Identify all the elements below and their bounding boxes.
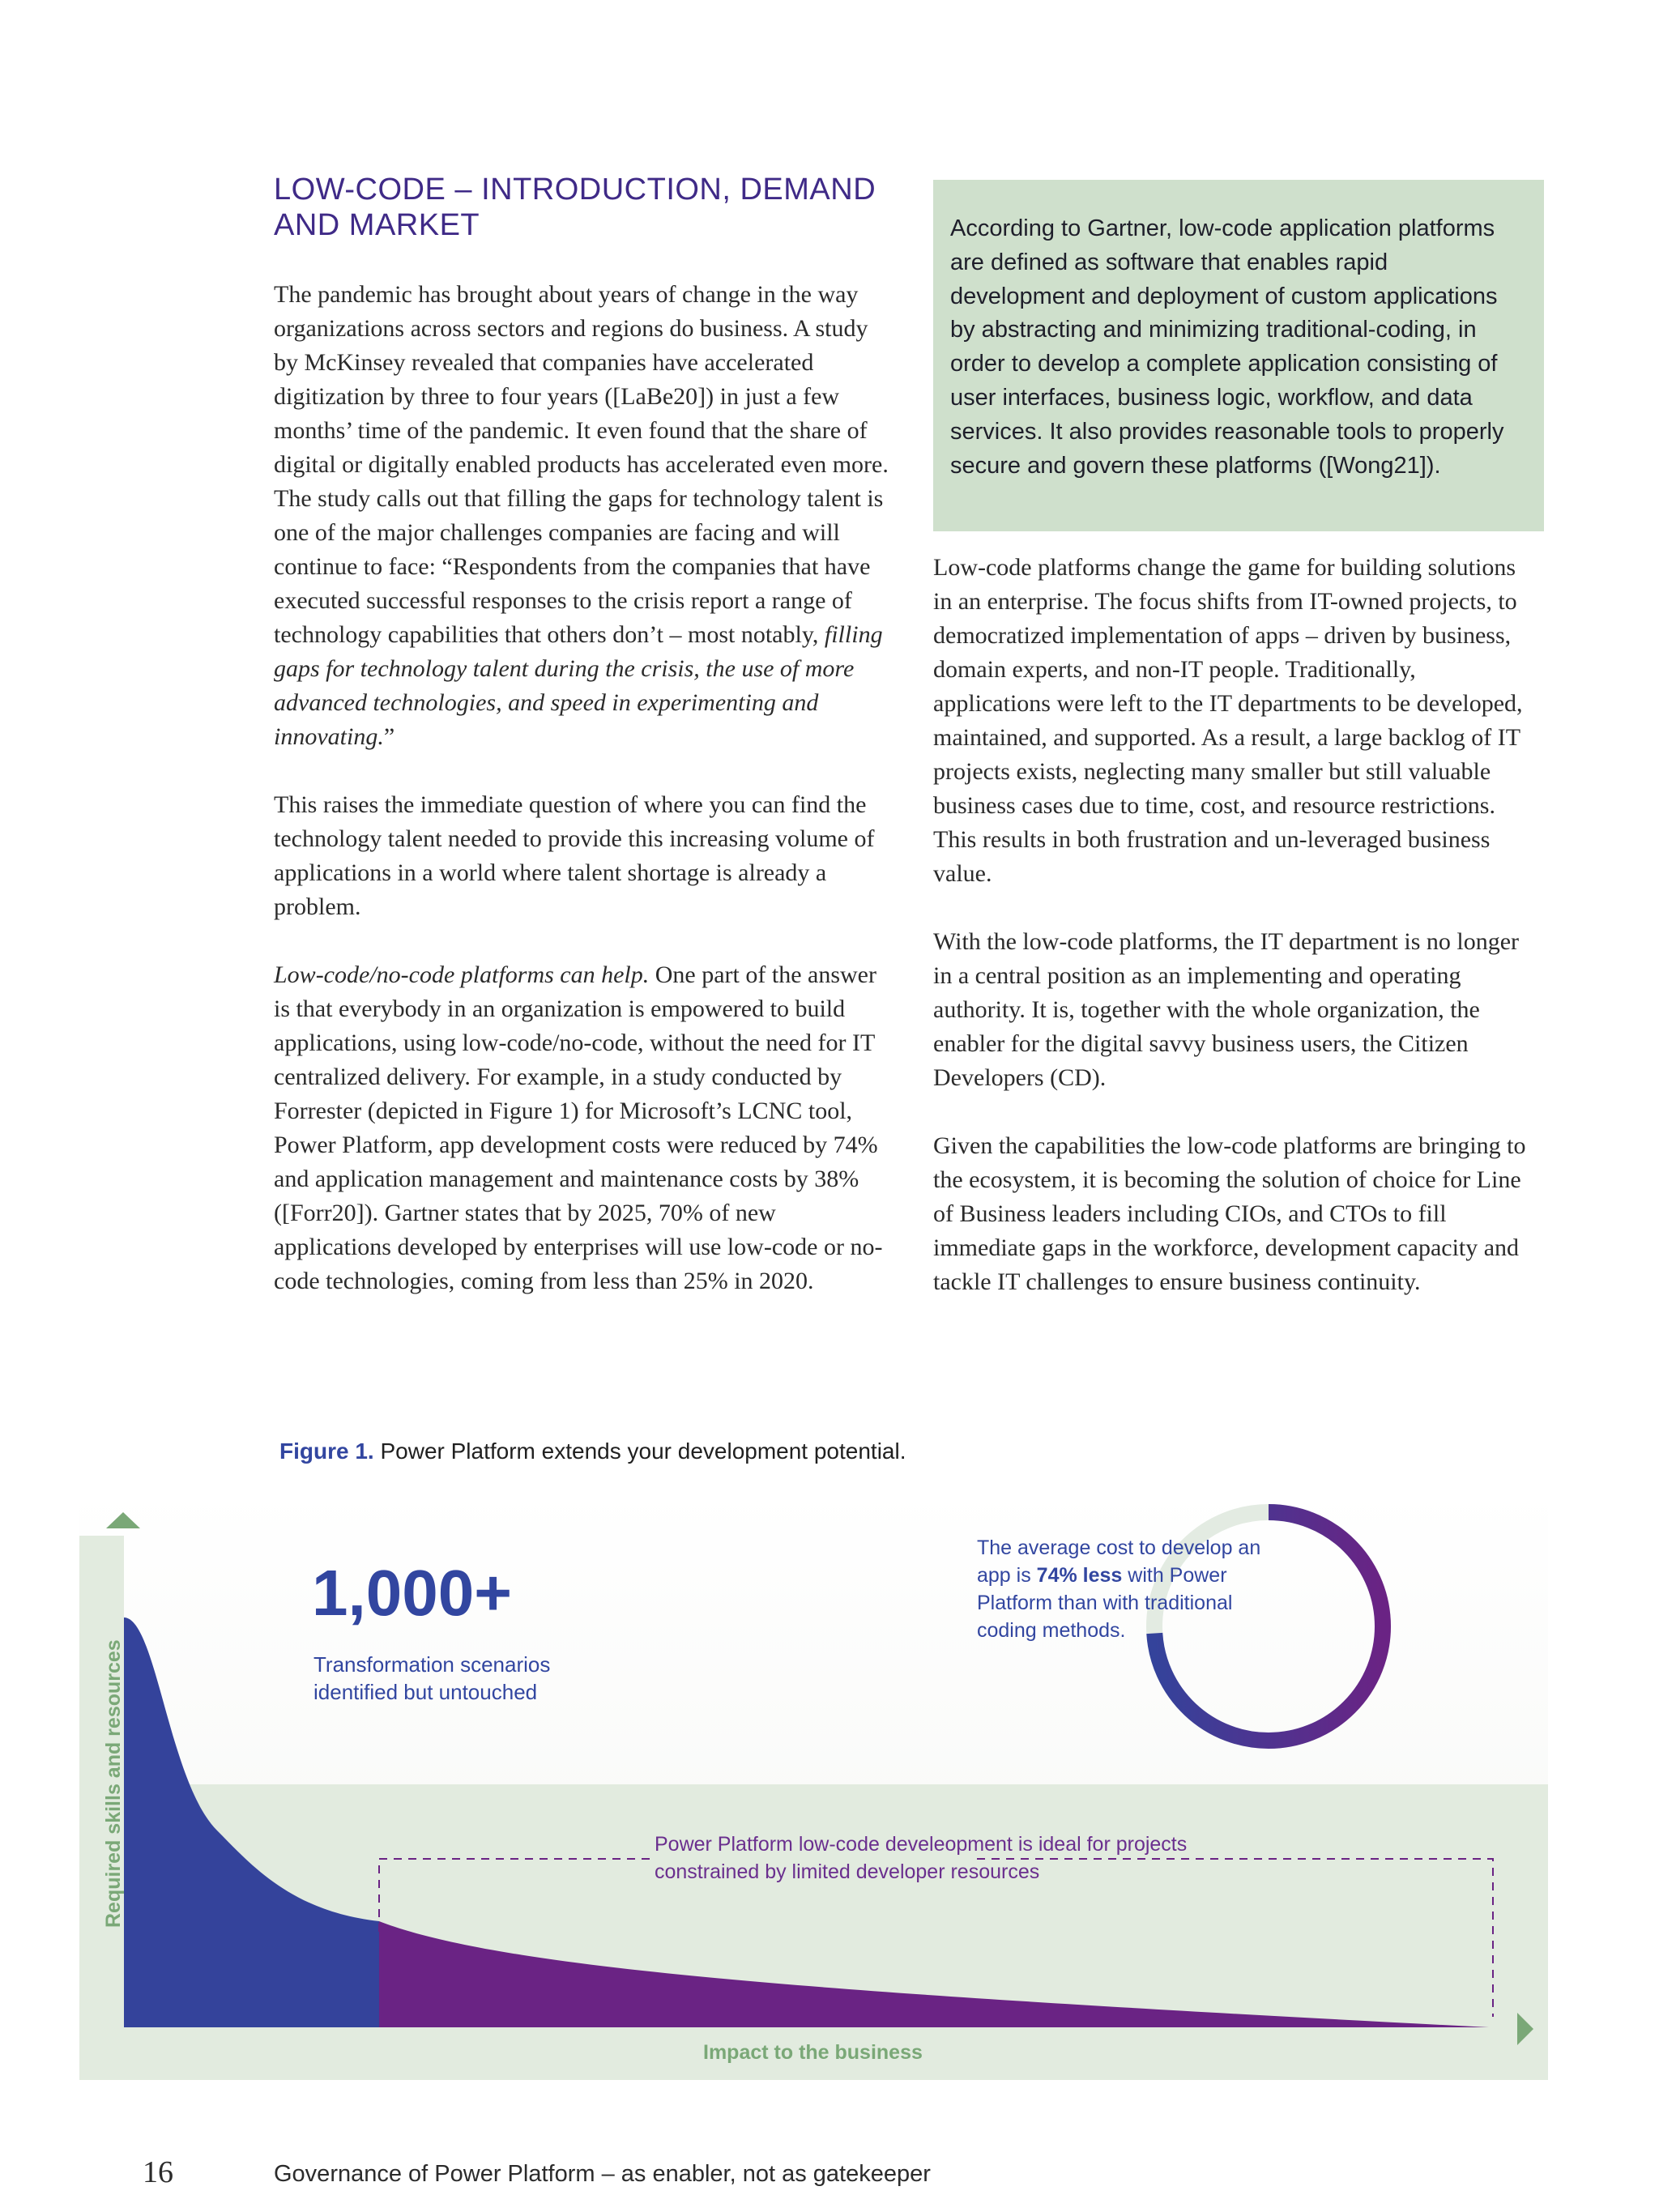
- section-title-line-1: LOW-CODE – INTRODUCTION, DEMAND: [274, 173, 876, 207]
- left-paragraph-3-text: One part of the answer is that everybody in an organization is empowered to build applications, using low-code/no-code, without the need for IT centralized delivery. For example, in a study conducted by Forrester (depicted in Figure 1) for Microsoft’s LCNC tool, Power Platform, app development costs were reduced by 74% and application management and maintenance costs by 38% ([Forr20]). Gartner states that by 2025, 70% of new applications developed by enterprises will use low-code or no-code technologies, coming from less than 25% in 2020.: [274, 961, 883, 1294]
- figure-graphic: [79, 1490, 1548, 2080]
- section-title: [274, 172, 889, 243]
- long-tail-note: [655, 1831, 1188, 1886]
- figure-caption: [279, 1438, 906, 1464]
- stat-description: Transformation scenarios identified but untouched: [313, 1652, 551, 1704]
- footer-title: Governance of Power Platform – as enabler, not as gatekeeper: [274, 2161, 931, 2187]
- figure-caption-label: Figure 1.: [279, 1438, 374, 1464]
- left-paragraph-1-italic: filling gaps for technology talent during the crisis, the use of more advanced technologies, and speed in experimenting and innovating.: [274, 621, 883, 750]
- right-column: [933, 551, 1534, 1299]
- gartner-definition-box: According to Gartner, low-code application platforms are defined as software that enables rapid development and deployment of custom applications by abstracting and minimizing traditional-coding, in order to develop a complete application consisting of user interfaces, business logic, workflow, and data services. It also provides reasonable tools to properly secure and govern these platforms ([Wong21]).: [933, 180, 1544, 531]
- left-paragraph-1-text: The pandemic has brought about years of change in the way organizations across sectors and regions do business. A study by McKinsey revealed that companies have accelerated digitization by three to four years ([LaBe20]) in just a few months’ time of the pandemic. It even found that the share of digital or digitally enabled products has accelerated even more. The study calls out that filling the gaps for technology talent is one of the major challenges companies are facing and will continue to face: “Respondents from the companies that have executed successful responses to the crisis report a range of technology capabilities that others don’t – most notably,: [274, 281, 889, 648]
- donut-description-bold: 74% less: [1036, 1564, 1123, 1587]
- y-axis-arrow-icon: [106, 1512, 140, 1528]
- stat-number: 1,000+: [312, 1557, 512, 1629]
- donut-description-b: with Power Platform than with traditional coding methods.: [977, 1564, 1233, 1642]
- page-number: 16: [143, 2155, 173, 2189]
- long-tail-note-line-2: constrained by limited developer resources: [655, 1860, 1040, 1883]
- long-tail-note-line-1: Power Platform low-code develeopment is ideal for projects: [655, 1833, 1188, 1856]
- left-paragraph-2: This raises the immediate question of where you can find the technology talent needed to provide this increasing volume of applications in a world where talent shortage is already a problem.: [274, 791, 875, 920]
- figure-infographic: [79, 1490, 1548, 2080]
- left-paragraph-3: [274, 958, 894, 1298]
- donut-description-a: The average cost to develop an app is: [977, 1536, 1261, 1587]
- donut-description: [977, 1534, 1285, 1644]
- left-paragraph-1-end: ”: [383, 723, 395, 750]
- x-axis-label: Impact to the business: [703, 2041, 923, 2064]
- left-paragraph-1: [274, 278, 894, 754]
- section-title-line-2: AND MARKET: [274, 208, 480, 242]
- figure-caption-text: Power Platform extends your development potential.: [373, 1438, 906, 1464]
- left-paragraph-3-lead: Low-code/no-code platforms can help.: [274, 961, 650, 988]
- right-paragraph-1: Low-code platforms change the game for building solutions in an enterprise. The focus shifts from IT-owned projects, to democratized implementation of apps – driven by business, domain experts, and non-IT people. Traditionally, applications were left to the IT departments to be developed, maintained, and supported. As a result, a large backlog of IT projects exists, neglecting many smaller but still valuable business cases due to time, cost, and resource restrictions. This results in both frustration and un-leveraged business value.: [933, 554, 1523, 887]
- y-axis-label: Required skills and resources: [102, 1639, 125, 1928]
- right-paragraph-2: With the low-code platforms, the IT department is no longer in a central position as an implementing and operating authority. It is, together with the whole organization, the enabler for the digital savvy business users, the Citizen Developers (CD).: [933, 928, 1520, 1091]
- right-paragraph-3: Given the capabilities the low-code platforms are bringing to the ecosystem, it is becoming the solution of choice for Line of Business leaders including CIOs, and CTOs to fill immediate gaps in the workforce, development capacity and tackle IT challenges to ensure business continuity.: [933, 1132, 1526, 1295]
- left-column: [274, 278, 894, 1298]
